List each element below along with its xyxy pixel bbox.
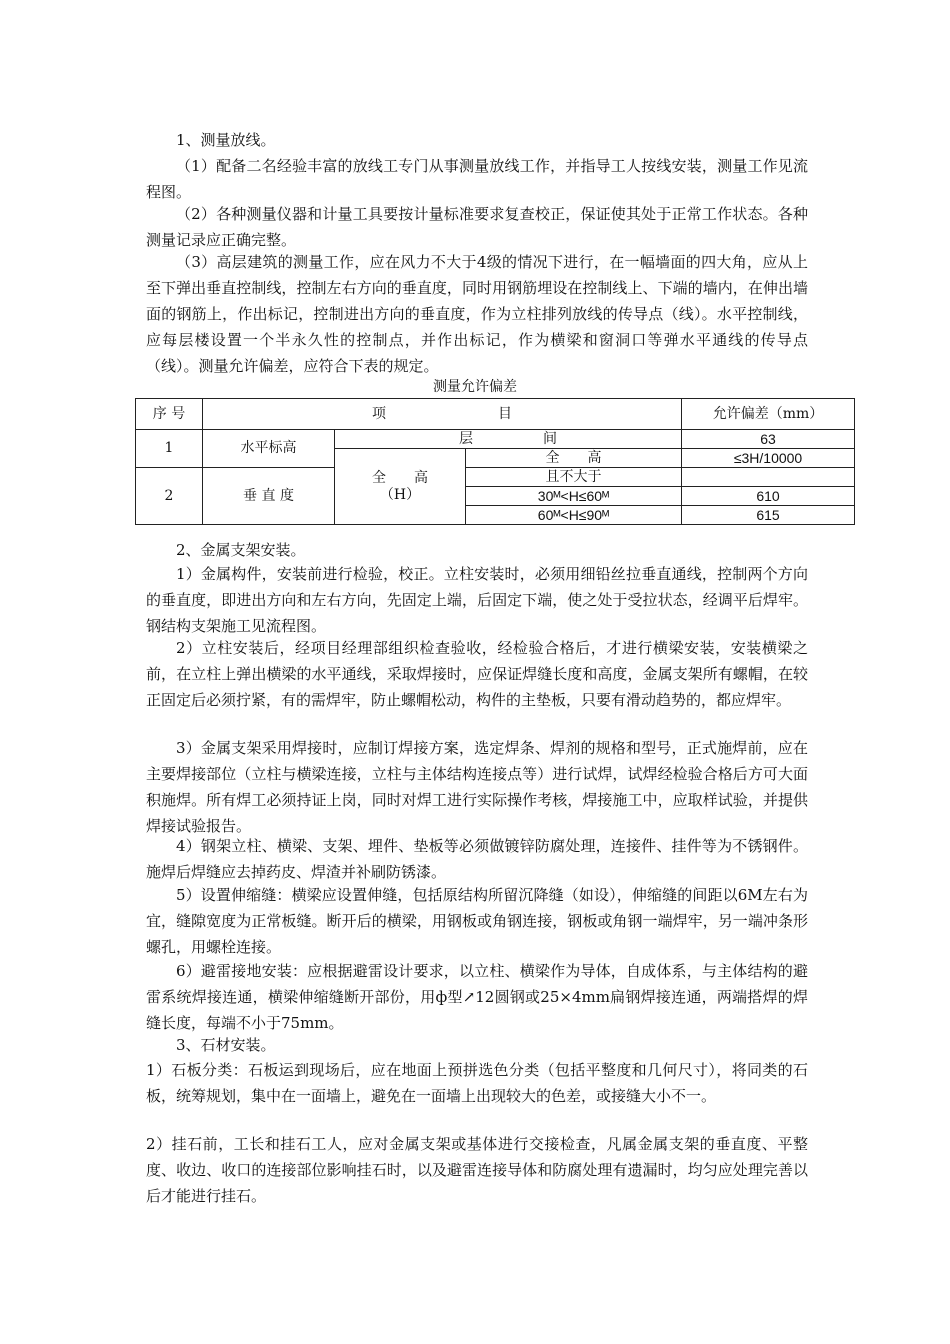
section2-paragraph-5: 5）设置伸缩缝：横梁应设置伸缝，包括原结构所留沉降缝（如设），伸缩缝的间距以6M左右为宜，缝隙宽度为正常板缝。断开后的横梁，用钢板或角钢连接，钢板或角钢一端焊牢，另一端冲条形螺孔，用螺栓连接。 [146,886,808,956]
row2-name: 垂 直 度 [203,468,335,525]
section2-heading: 2、金属支架安装。 [176,541,306,559]
row2c-value: 610 [682,487,855,506]
section2-paragraph-6: 6）避雷接地安装：应根据避雷设计要求，以立柱、横梁作为导体，自成体系，与主体结构的避雷系统焊接连通，横梁伸缩缝断开部份，用ф型↗12圆钢或25×4mm扁钢焊接连通，两端搭焊的焊缝长度，每端不小于75mm。 [146,962,808,1032]
row2-group-line2: （H） [379,486,421,503]
section2-paragraph-4: 4）钢架立柱、横梁、支架、埋件、垫板等必须做镀锌防腐处理，连接件、挂件等为不锈钢件。施焊后焊缝应去掉药皮、焊渣并补刷防锈漆。 [146,837,808,881]
row2c-label: 30ᴹ<H≤60ᴹ [466,487,682,506]
row2-no: 2 [136,468,203,525]
row1-name: 水平标高 [203,430,335,468]
table-row [136,430,855,449]
section3-paragraph-2: 2）挂石前，工长和挂石工人，应对金属支架或基体进行交接检查，凡属金属支架的垂直度、平整度、收边、收口的连接部位影响挂石时，以及避雷连接导体和防腐处理有遗漏时，均匀应处理完善以后才能进行挂石。 [146,1135,808,1205]
section1-heading: 1、测量放线。 [176,131,276,149]
row1-value: 63 [682,430,855,449]
table-header-row [136,399,855,430]
row2a-value: ≤3H/10000 [682,449,855,468]
table-row [136,468,855,487]
table-caption: 测量允许偏差 [433,379,517,395]
header-no: 序 号 [136,399,203,430]
row2-group [335,449,466,525]
row1-sub: 层 间 [335,430,682,449]
header-item: 项 目 [203,399,682,430]
row2-group-line1: 全 高 [372,469,428,486]
row2a-label: 全 高 [466,449,682,468]
section2-paragraph-1: 1）金属构件，安装前进行检验，校正。立柱安装时，必须用细铅丝拉垂直通线，控制两个方向的垂直度，即进出方向和左右方向，先固定上端，后固定下端，使之处于受拉状态，经调平后焊牢。钢结构支架施工见流程图。 [146,565,808,635]
section2-paragraph-2: 2）立柱安装后，经项目经理部组织检查验收，经检验合格后，才进行横梁安装，安装横梁之前，在立柱上弹出横梁的水平通线，采取焊接时，应保证焊缝长度和高度，金属支架所有螺帽，在较正固定后必须拧紧，有的需焊牢，防止螺帽松动，构件的主垫板，只要有滑动趋势的，都应焊牢。 [146,639,808,709]
tolerance-table [135,398,855,525]
section3-paragraph-1: 1）石板分类：石板运到现场后，应在地面上预拼选色分类（包括平整度和几何尺寸），将同类的石板，统筹规划，集中在一面墙上，避免在一面墙上出现较大的色差，或接缝大小不一。 [146,1061,808,1105]
section3-heading: 3、石材安装。 [176,1036,276,1054]
section2-paragraph-3: 3）金属支架采用焊接时，应制订焊接方案，选定焊条、焊剂的规格和型号，正式施焊前，应在主要焊接部位（立柱与横梁连接，立柱与主体结构连接点等）进行试焊，试焊经检验合格后方可大面积施焊。所有焊工必须持证上岗，同时对焊工进行实际操作考核，焊接施工中，应取样试验，并提供焊接试验报告。 [146,739,808,835]
row1-no: 1 [136,430,203,468]
section1-paragraph-3: （3）高层建筑的测量工作，应在风力不大于4级的情况下进行，在一幅墙面的四大角，应从上至下弹出垂直控制线，控制左右方向的垂直度，同时用钢筋埋设在控制线上、下端的墙内，在伸出墙面的钢筋上，作出标记，控制进出方向的垂直度，作为立柱排列放线的传导点（线）。水平控制线，应每层楼设置一个半永久性的控制点，并作出标记，作为横梁和窗洞口等弹水平通线的传导点（线）。测量允许偏差，应符合下表的规定。 [146,253,808,375]
row2b-value [682,468,855,487]
row2d-value: 615 [682,506,855,525]
row2b-label: 且不大于 [466,468,682,487]
section1-paragraph-1: （1）配备二名经验丰富的放线工专门从事测量放线工作，并指导工人按线安装，测量工作见流程图。 [146,157,808,201]
row2d-label: 60ᴹ<H≤90ᴹ [466,506,682,525]
section1-paragraph-2: （2）各种测量仪器和计量工具要按计量标准要求复查校正，保证使其处于正常工作状态。各种测量记录应正确完整。 [146,205,808,249]
header-tolerance: 允许偏差（mm） [682,399,855,430]
